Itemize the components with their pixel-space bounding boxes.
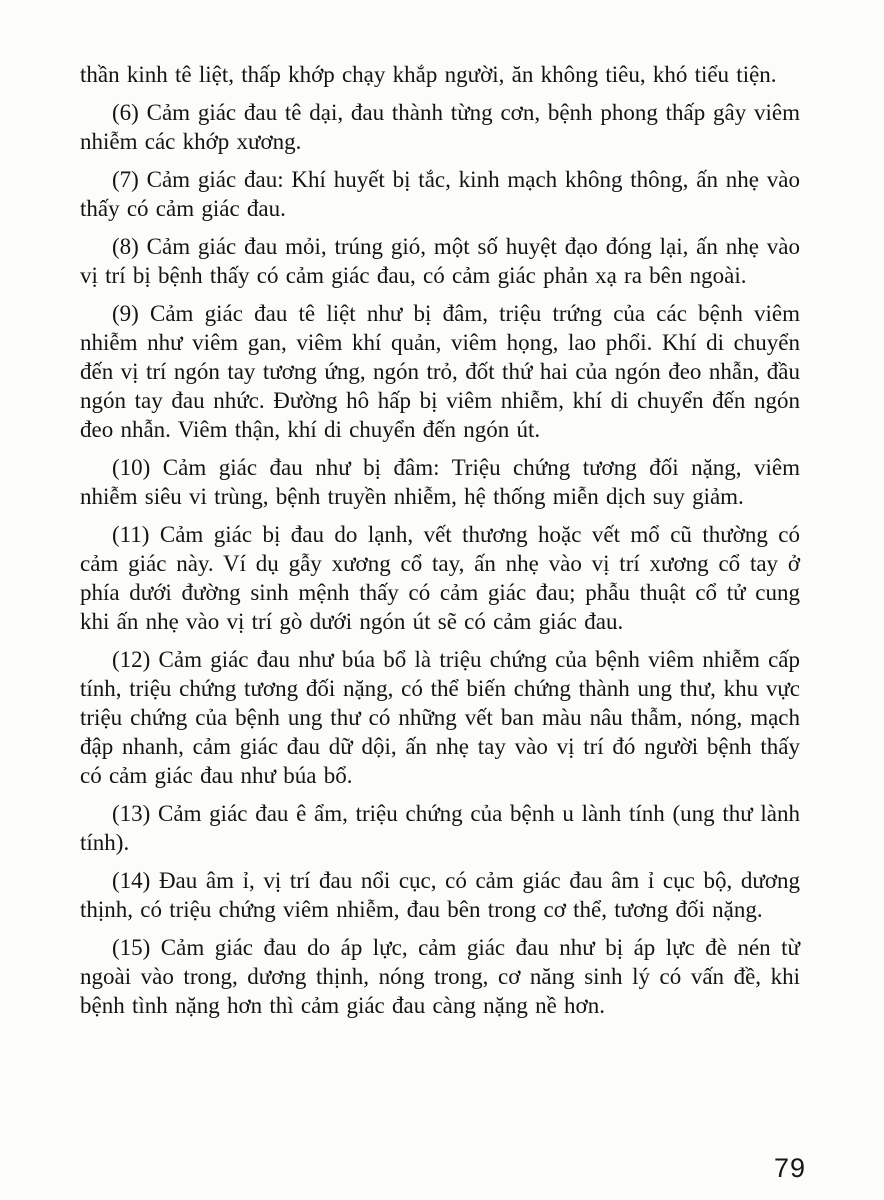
paragraph: (11) Cảm giác bị đau do lạnh, vết thương hoặc vết mổ cũ thường có cảm giác này. Ví dụ gẫy xương cổ tay, ấn nhẹ vào vị trí xương cổ tay ở phía dưới đường sinh mệnh thấy có cảm giác đau; phẫu thuật cổ tử cung khi ấn nhẹ vào vị trí gò dưới ngón út sẽ có cảm giác đau. [80, 522, 800, 634]
paragraph: thần kinh tê liệt, thấp khớp chạy khắp người, ăn không tiêu, khó tiểu tiện. [80, 62, 777, 87]
paragraph: (12) Cảm giác đau như búa bổ là triệu chứng của bệnh viêm nhiễm cấp tính, triệu chứng tương đối nặng, có thể biến chứng thành ung thư, khu vực triệu chứng của bệnh ung thư có những vết ban màu nâu thẫm, nóng, mạch đập nhanh, cảm giác đau dữ dội, ấn nhẹ tay vào vị trí đó người bệnh thấy có cảm giác đau như búa bổ. [80, 647, 800, 788]
paragraph: (13) Cảm giác đau ê ẩm, triệu chứng của bệnh u lành tính (ung thư lành tính). [80, 801, 800, 855]
paragraph: (6) Cảm giác đau tê dại, đau thành từng cơn, bệnh phong thấp gây viêm nhiễm các khớp xương. [80, 100, 800, 154]
paragraph: (14) Đau âm ỉ, vị trí đau nổi cục, có cảm giác đau âm ỉ cục bộ, dương thịnh, có triệu chứng viêm nhiễm, đau bên trong cơ thể, tương đối nặng. [80, 868, 800, 922]
paragraph: (7) Cảm giác đau: Khí huyết bị tắc, kinh mạch không thông, ấn nhẹ vào thấy có cảm giác đau. [80, 167, 800, 221]
paragraph: (9) Cảm giác đau tê liệt như bị đâm, triệu trứng của các bệnh viêm nhiễm như viêm gan, viêm khí quản, viêm họng, lao phổi. Khí di chuyển đến vị trí ngón tay tương ứng, ngón trỏ, đốt thứ hai của ngón đeo nhẫn, đầu ngón tay đau nhức. Đường hô hấp bị viêm nhiễm, khí di chuyển đến ngón đeo nhẫn. Viêm thận, khí di chuyển đến ngón út. [80, 301, 800, 442]
paragraph: (10) Cảm giác đau như bị đâm: Triệu chứng tương đối nặng, viêm nhiễm siêu vi trùng, bệnh truyền nhiễm, hệ thống miễn dịch suy giảm. [80, 455, 800, 509]
page-number: 79 [773, 1153, 806, 1183]
paragraph: (8) Cảm giác đau mỏi, trúng gió, một số huyệt đạo đóng lại, ấn nhẹ vào vị trí bị bệnh thấy có cảm giác đau, có cảm giác phản xạ ra bên ngoài. [80, 234, 800, 288]
paragraph: (15) Cảm giác đau do áp lực, cảm giác đau như bị áp lực đè nén từ ngoài vào trong, dương thịnh, nóng trong, cơ năng sinh lý có vấn đề, khi bệnh tình nặng hơn thì cảm giác đau càng nặng nề hơn. [80, 935, 800, 1018]
page-footer [774, 1153, 806, 1184]
text-block [80, 60, 800, 1020]
